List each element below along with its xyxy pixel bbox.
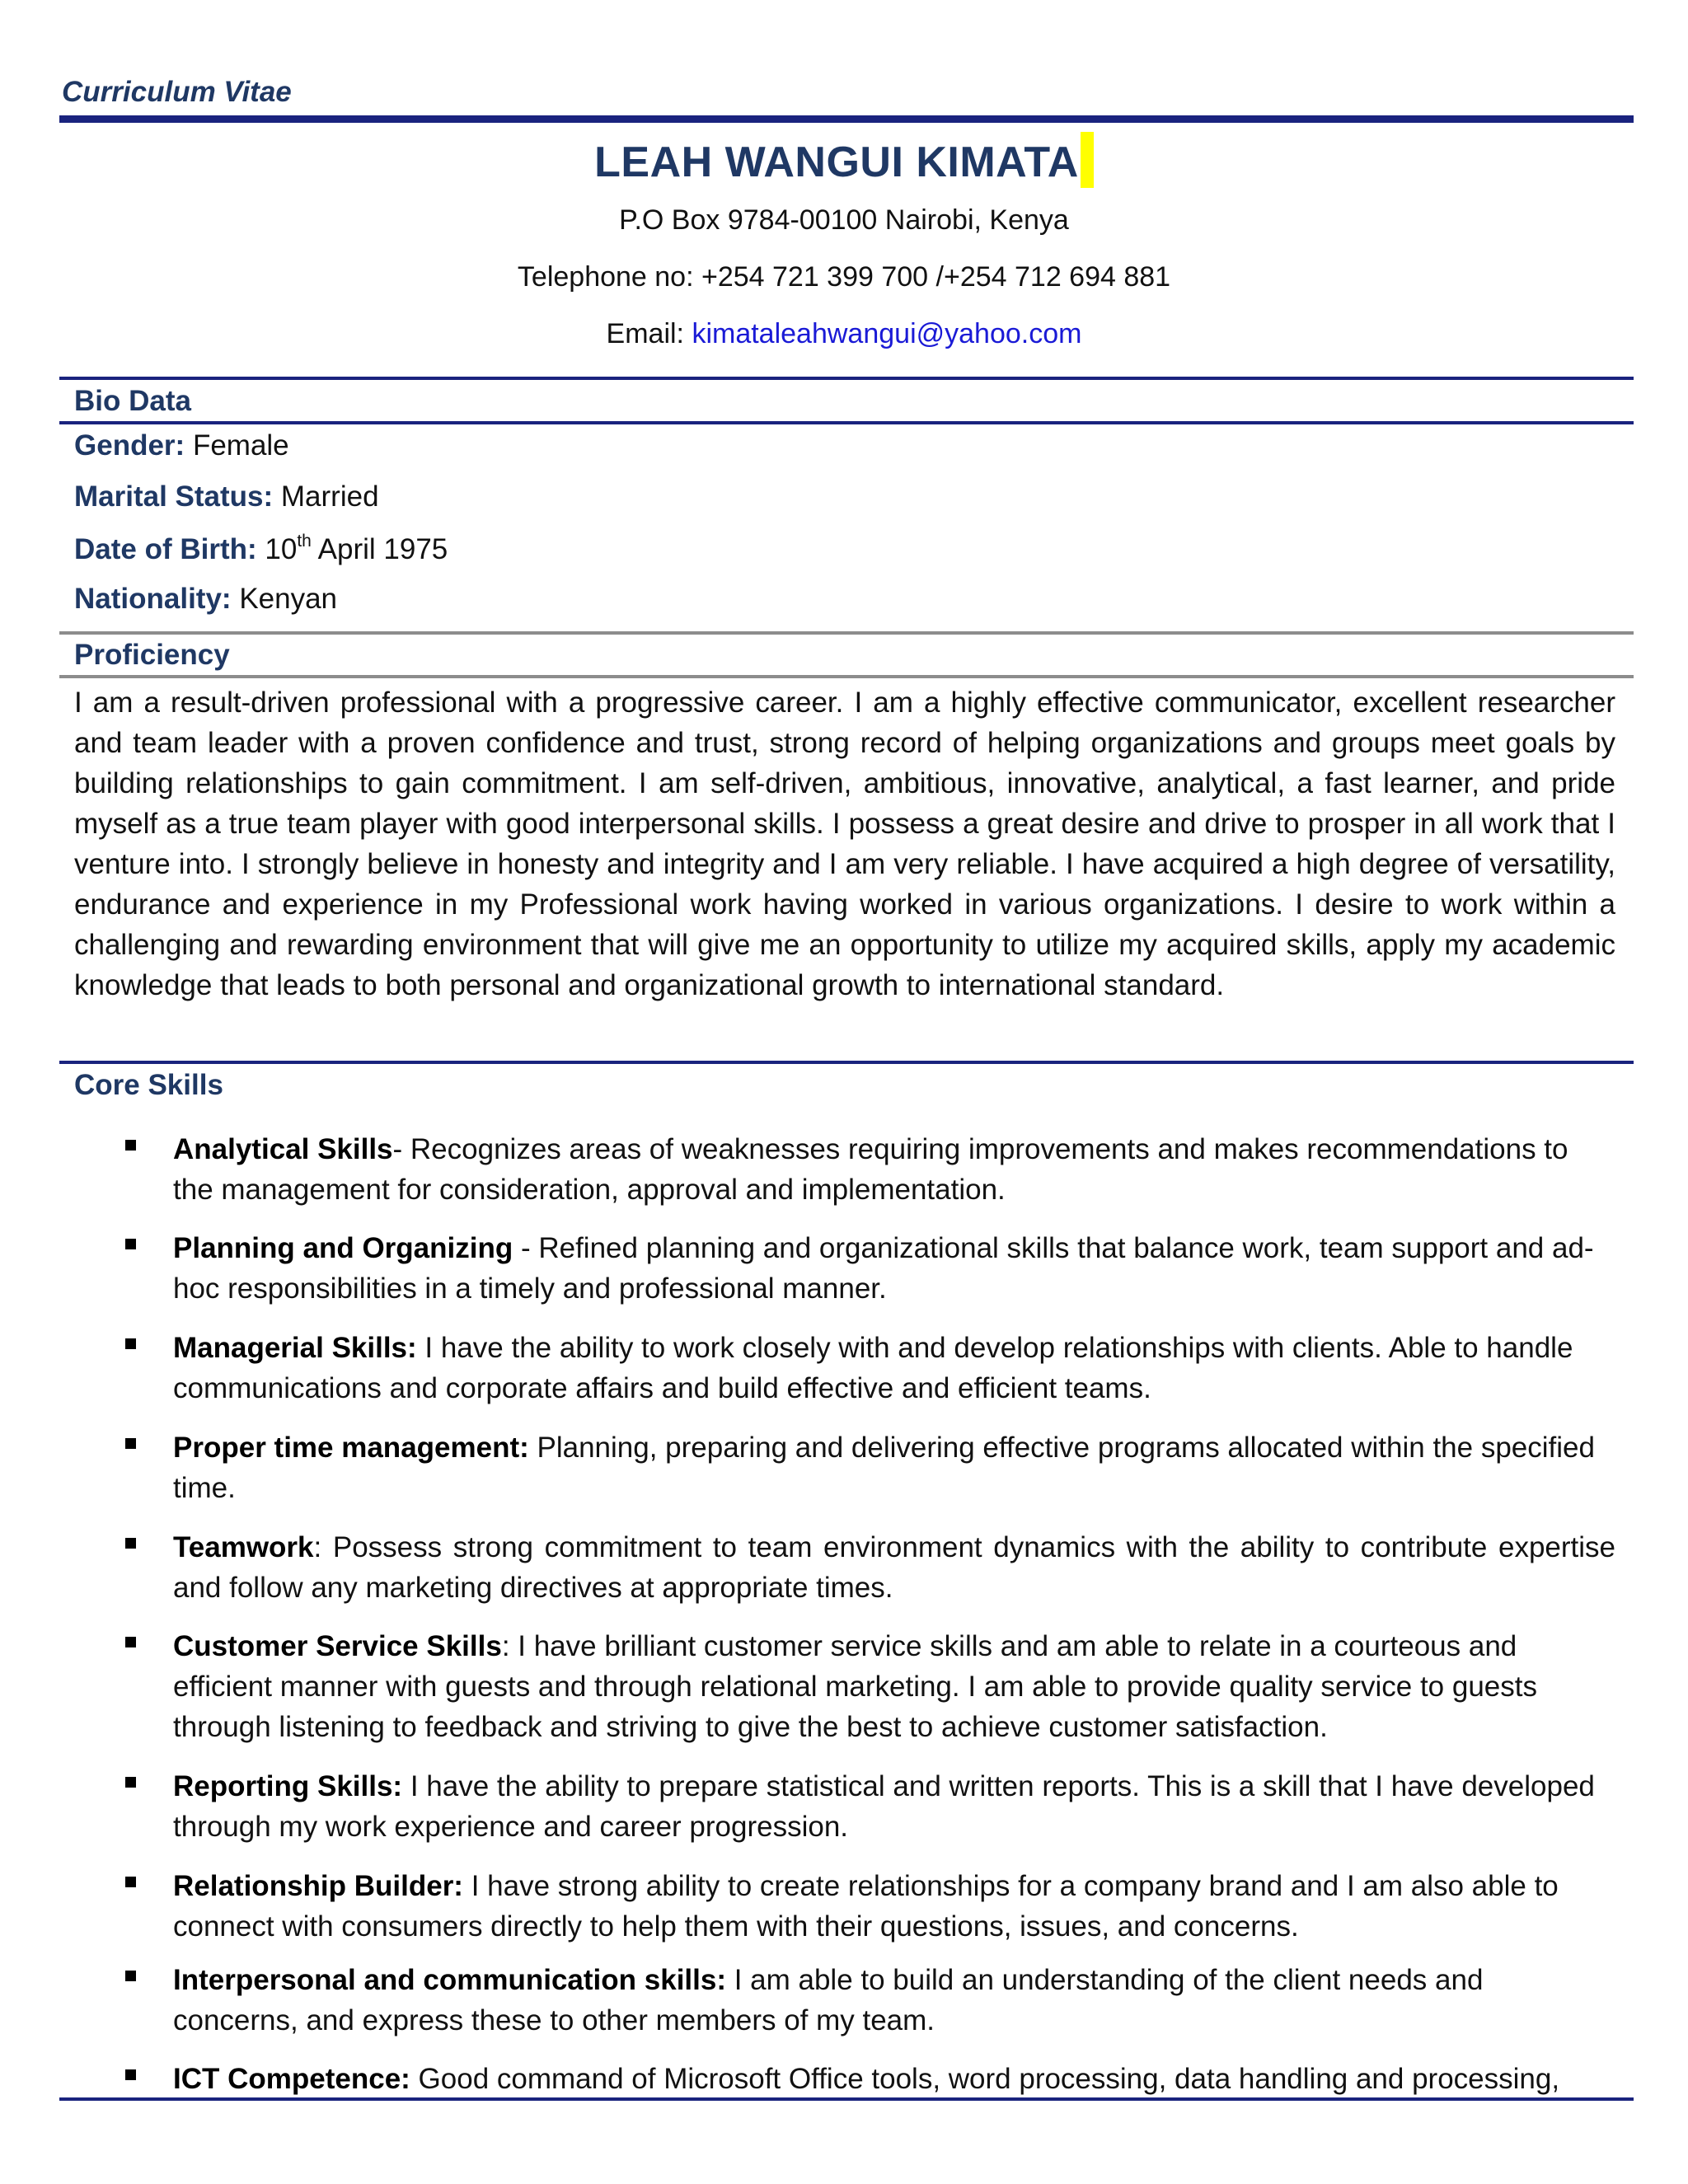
skill-description: : Possess strong commitment to team environment dynamics with the ability to contribute expertise and follow any marketing directives at appropriate times. [173, 1531, 1615, 1604]
square-bullet-icon [125, 1637, 136, 1647]
core-skills-heading: Core Skills [74, 1069, 223, 1101]
bio-data-heading: Bio Data [74, 385, 191, 417]
marital-status-label: Marital Status: [74, 480, 274, 513]
skill-text [173, 1527, 1615, 1608]
square-bullet-icon [125, 1438, 136, 1449]
email-link[interactable]: kimataleahwangui@yahoo.com [692, 318, 1082, 349]
page-bottom-rule [59, 2097, 1634, 2101]
skill-description: : I have brilliant customer service skills and am able to relate in a courteous and efficient manner with guests and through relational marketing. I am able to provide quality service to guests through listening to feedback and striving to give the best to achieve customer satisfaction. [173, 1630, 1537, 1743]
skill-name: Managerial Skills: [173, 1332, 417, 1364]
square-bullet-icon [125, 1777, 136, 1788]
skill-description: I am able to build an understanding of the client needs and concerns, and express these to other members of my team. [173, 1964, 1484, 2036]
skill-description: Good command of Microsoft Office tools, word processing, data handling and processing, [410, 2063, 1560, 2095]
skill-description: I have strong ability to create relationships for a company brand and I am also able to connect with consumers directly to help them with their questions, issues, and concerns. [173, 1870, 1559, 1943]
skill-name: Customer Service Skills [173, 1630, 502, 1662]
square-bullet-icon [125, 2069, 136, 2080]
dob-month-year: April 1975 [317, 533, 448, 565]
skill-description: Planning, preparing and delivering effective programs allocated within the specified time. [173, 1432, 1595, 1504]
telephone: Telephone no: +254 721 399 700 /+254 712 694 881 [517, 261, 1171, 293]
skill-name: Interpersonal and communication skills: [173, 1964, 726, 1996]
dob-day: 10 [265, 533, 298, 565]
skill-name: ICT Competence: [173, 2063, 410, 2095]
square-bullet-icon [125, 1877, 136, 1887]
skill-text [173, 1228, 1615, 1309]
skill-text [173, 1129, 1615, 1210]
skill-name: Analytical Skills [173, 1133, 393, 1165]
gender-value: Female [192, 429, 289, 462]
address: P.O Box 9784-00100 Nairobi, Kenya [619, 204, 1069, 236]
nationality-label: Nationality: [74, 583, 232, 615]
square-bullet-icon [125, 1971, 136, 1981]
document-label: Curriculum Vitae [62, 76, 292, 108]
gender-label: Gender: [74, 429, 185, 462]
skill-text [173, 1328, 1615, 1408]
skill-text [173, 2059, 1615, 2099]
skill-name: Reporting Skills: [173, 1770, 403, 1802]
square-bullet-icon [125, 1239, 136, 1249]
skill-text [173, 1626, 1615, 1747]
marital-status-value: Married [280, 480, 379, 513]
skill-text [173, 1427, 1615, 1508]
candidate-name-text: LEAH WANGUI KIMATA [594, 138, 1079, 186]
skill-name: Relationship Builder: [173, 1870, 463, 1902]
date-of-birth-label: Date of Birth: [74, 533, 257, 565]
square-bullet-icon [125, 1140, 136, 1151]
skill-description: - Refined planning and organizational skills that balance work, team support and ad-hoc responsibilities in a timely and professional manner. [173, 1232, 1594, 1305]
square-bullet-icon [125, 1538, 136, 1549]
square-bullet-icon [125, 1338, 136, 1349]
skill-text [173, 1766, 1615, 1847]
skill-text [173, 1866, 1615, 1947]
skill-description: - Recognizes areas of weaknesses requiring improvements and makes recommendations to the management for consideration, approval and implementation. [173, 1133, 1568, 1206]
skill-name: Teamwork [173, 1531, 314, 1563]
skill-text [173, 1960, 1615, 2041]
skill-description: I have the ability to work closely with and develop relationships with clients. Able to handle communications and corporate affairs and build effective and efficient teams. [173, 1332, 1573, 1404]
proficiency-heading: Proficiency [74, 639, 230, 671]
dob-ordinal: th [297, 532, 312, 551]
email-label: Email: [606, 318, 692, 349]
skill-name: Proper time management: [173, 1432, 529, 1464]
proficiency-paragraph: I am a result-driven professional with a progressive career. I am a highly effective communicator, excellent researcher and team leader with a proven confidence and trust, strong record of helping organizations and groups meet goals by building relationships to gain commitment. I am self-driven, ambitious, innovative, analytical, a fast learner, and pride myself as a true team player with good interpersonal skills. I possess a great desire and drive to prosper in all work that I venture into. I strongly believe in honesty and integrity and I am very reliable. I have acquired a high degree of versatility, endurance and experience in my Professional work having worked in various organizations. I desire to work within a challenging and rewarding environment that will give me an opportunity to utilize my acquired skills, apply my academic knowledge that leads to both personal and organizational growth to international standard. [74, 687, 1615, 1001]
skill-name: Planning and Organizing [173, 1232, 513, 1264]
skill-description: I have the ability to prepare statistical and written reports. This is a skill that I have developed through my work experience and career progression. [173, 1770, 1595, 1843]
nationality-value: Kenyan [239, 583, 338, 615]
